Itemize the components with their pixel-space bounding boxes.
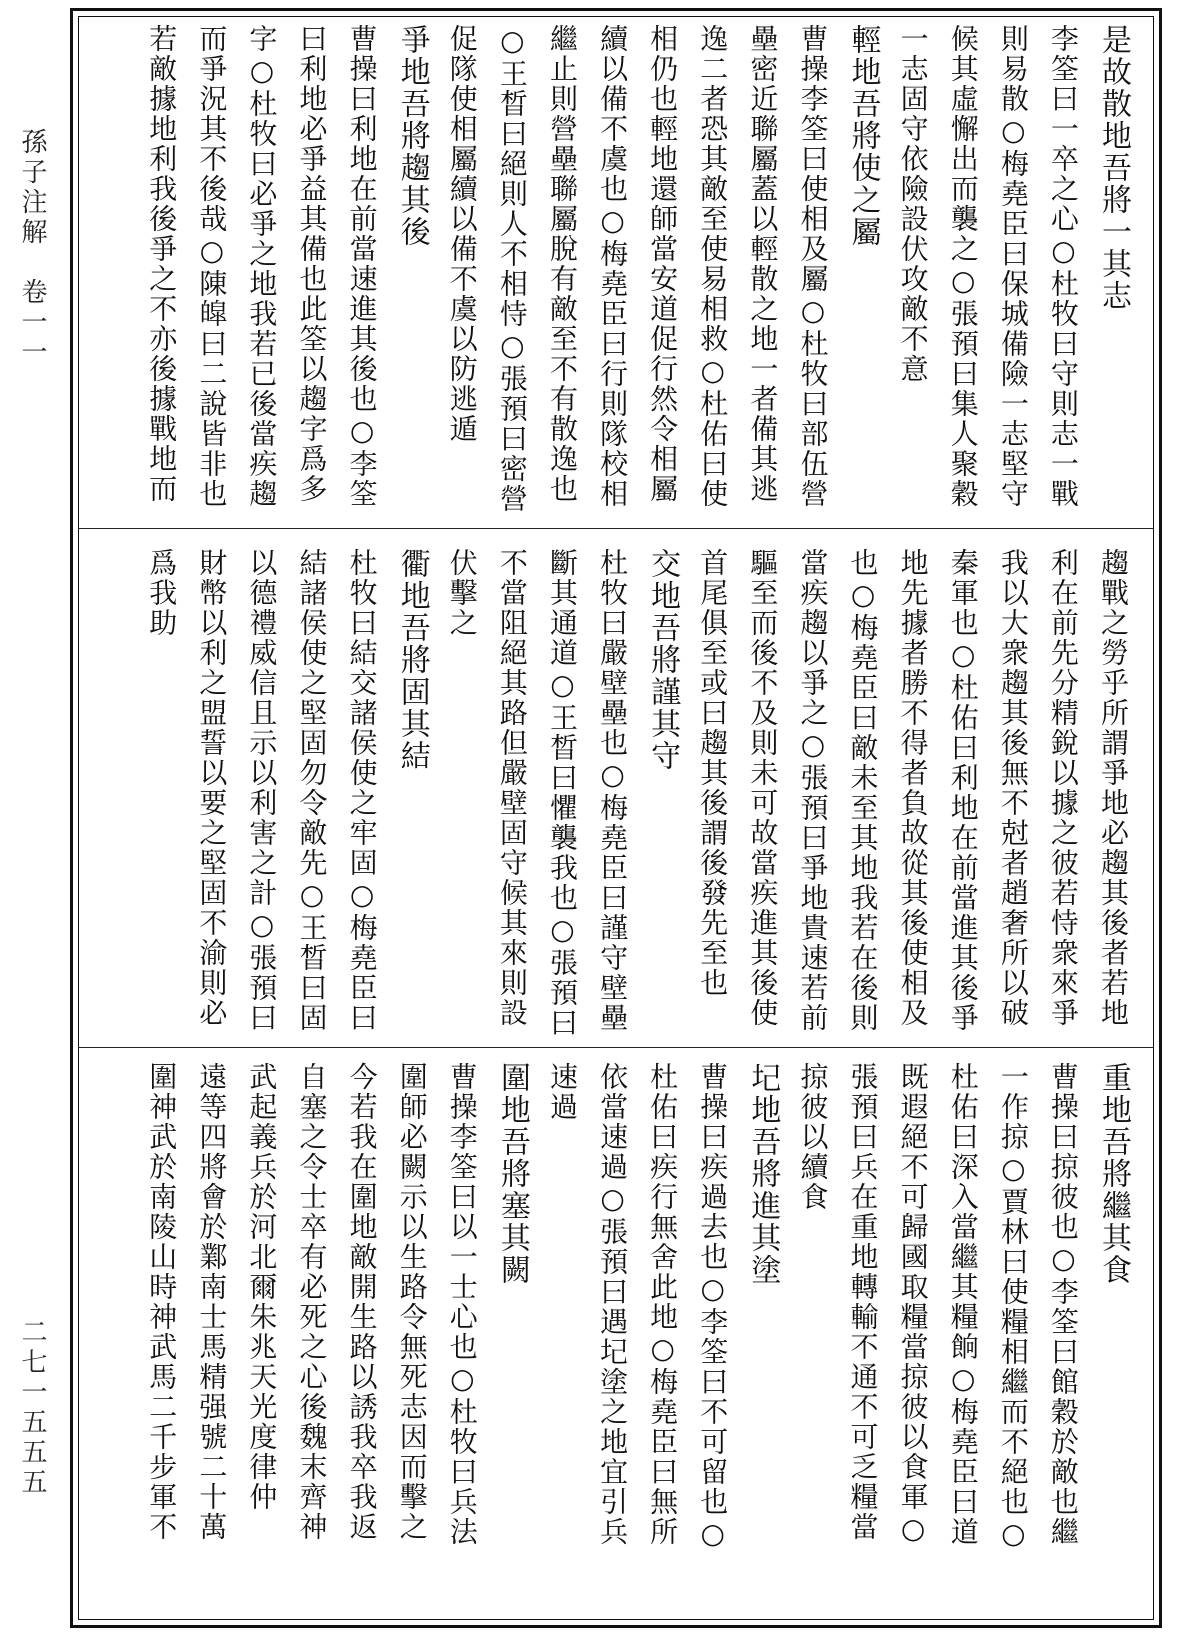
text-column: 促隊使相屬續以備不虞以防逃遁 bbox=[445, 24, 479, 444]
text-column: 曰利地必爭益其備也此筌以趨字爲多 bbox=[295, 24, 329, 504]
text-column: 也○梅堯臣曰敵未至其地我若在後則 bbox=[846, 548, 880, 1033]
text-section-top bbox=[105, 24, 1135, 524]
text-column: 我以大衆趨其後無不尅者趙奢所以破 bbox=[996, 548, 1030, 1028]
text-column: 既遐絕不可歸國取糧當掠彼以食軍○ bbox=[896, 1062, 930, 1547]
text-column: 壘密近聯屬蓋以輕散之地一者備其逃 bbox=[746, 24, 780, 504]
text-column: 地先據者勝不得者負故從其後使相及 bbox=[896, 548, 930, 1028]
text-column: 以德禮威信且示以利害之計○張預曰 bbox=[245, 548, 279, 1033]
text-column: 秦軍也○杜佑曰利地在前當進其後爭 bbox=[946, 548, 980, 1033]
page-number-margin: 二七一五五五 bbox=[17, 1318, 47, 1498]
text-column: 杜牧曰嚴壁壘也○梅堯臣曰謹守壁壘 bbox=[596, 548, 630, 1033]
text-column: 張預曰兵在重地轉輸不通不可乏糧當 bbox=[846, 1062, 880, 1542]
text-column: 結諸侯使之堅固勿令敵先○王晳曰固 bbox=[295, 548, 329, 1033]
text-column: 首尾俱至或曰趨其後謂後發先至也 bbox=[696, 548, 730, 998]
text-column: 交地吾將謹其守 bbox=[645, 548, 681, 772]
text-column: 候其虛懈出而襲之○張預曰集人聚穀 bbox=[946, 24, 980, 509]
text-column: 依當速過○張預曰遇圮塗之地宜引兵 bbox=[596, 1062, 630, 1547]
book-title-margin: 孫子注解 卷一一 bbox=[17, 128, 47, 368]
text-column: 武起義兵於河北爾朱兆天光度律仲 bbox=[245, 1062, 279, 1512]
text-column: 爲我助 bbox=[145, 548, 179, 638]
text-column: 相仍也輕地還師當安道促行然令相屬 bbox=[646, 24, 680, 504]
text-column: 圍地吾將塞其闕 bbox=[494, 1062, 530, 1286]
text-column: 衢地吾將固其結 bbox=[394, 548, 430, 772]
text-column: ○王晳曰絕則人不相恃○張預曰密營 bbox=[495, 24, 529, 514]
text-column: 則易散○梅堯臣曰保城備險一志堅守 bbox=[996, 24, 1030, 509]
text-column: 一作掠○賈林曰使糧相繼而不絕也○ bbox=[996, 1062, 1030, 1552]
text-column: 續以備不虞也○梅堯臣曰行則隊校相 bbox=[596, 24, 630, 509]
text-column: 圮地吾將進其塗 bbox=[745, 1062, 781, 1286]
text-column: 而爭況其不後哉○陳皡曰二說皆非也 bbox=[195, 24, 229, 509]
text-column: 杜佑曰深入當繼其糧餉○梅堯臣曰道 bbox=[946, 1062, 980, 1547]
text-column: 伏擊之 bbox=[445, 548, 479, 638]
text-column: 遠等四將會於鄴南士馬精强號二十萬 bbox=[195, 1062, 229, 1542]
text-column: 杜牧曰結交諸侯使之牢固○梅堯臣曰 bbox=[345, 548, 379, 1033]
text-column: 圍神武於南陵山時神武馬二千步軍不 bbox=[145, 1062, 179, 1542]
text-column: 字○杜牧曰必爭之地我若已後當疾趨 bbox=[245, 24, 279, 509]
text-column: 斷其通道○王晳曰懼襲我也○張預曰 bbox=[545, 548, 579, 1038]
text-section-middle bbox=[105, 548, 1135, 1043]
text-column: 速過 bbox=[545, 1062, 579, 1122]
text-column: 不當阻絕其路但嚴壁固守候其來則設 bbox=[495, 548, 529, 1028]
text-column: 爭地吾將趨其後 bbox=[394, 24, 430, 248]
text-column: 繼止則營壘聯屬脫有敵至不有散逸也 bbox=[545, 24, 579, 504]
text-column: 曹操曰掠彼也○李筌曰館穀於敵也繼 bbox=[1046, 1062, 1080, 1547]
text-column: 重地吾將繼其食 bbox=[1096, 1062, 1131, 1286]
text-column: 圍師必闕示以生路令無死志因而擊之 bbox=[395, 1062, 429, 1542]
text-column: 是故散地吾將一其志 bbox=[1096, 24, 1131, 312]
text-column: 趨戰之勞乎所謂爭地必趨其後者若地 bbox=[1097, 548, 1130, 1028]
section-divider-top bbox=[78, 528, 1154, 529]
text-column: 掠彼以續食 bbox=[796, 1062, 830, 1212]
text-column: 李筌曰一卒之心○杜牧曰守則志一戰 bbox=[1046, 24, 1080, 509]
text-column: 驅至而後不及則未可故當疾進其後使 bbox=[746, 548, 780, 1028]
text-column: 曹操曰疾過去也○李筌曰不可留也○ bbox=[696, 1062, 730, 1552]
text-column: 若敵據地利我後爭之不亦後據戰地而 bbox=[145, 24, 179, 504]
text-column: 杜佑曰疾行無舍此地○梅堯臣曰無所 bbox=[646, 1062, 680, 1547]
text-column: 曹操曰利地在前當速進其後也○李筌 bbox=[345, 24, 379, 509]
text-column: 今若我在圍地敵開生路以誘我卒我返 bbox=[345, 1062, 379, 1542]
text-column: 利在前先分精銳以據之彼若恃衆來爭 bbox=[1046, 548, 1080, 1028]
text-section-bottom bbox=[105, 1062, 1135, 1607]
text-column: 財幣以利之盟誓以要之堅固不渝則必 bbox=[195, 548, 229, 1028]
text-column: 輕地吾將使之屬 bbox=[845, 24, 881, 248]
text-column: 曹操李筌曰使相及屬○杜牧曰部伍營 bbox=[796, 24, 830, 509]
text-column: 逸二者恐其敵至使易相救○杜佑曰使 bbox=[696, 24, 730, 509]
section-divider-bottom bbox=[78, 1047, 1154, 1048]
text-column: 一志固守依險設伏攻敵不意 bbox=[896, 24, 930, 384]
text-column: 當疾趨以爭之○張預曰爭地貴速若前 bbox=[796, 548, 830, 1033]
text-column: 曹操李筌曰以一士心也○杜牧曰兵法 bbox=[445, 1062, 479, 1547]
text-column: 自塞之令士卒有必死之心後魏末齊神 bbox=[295, 1062, 329, 1542]
